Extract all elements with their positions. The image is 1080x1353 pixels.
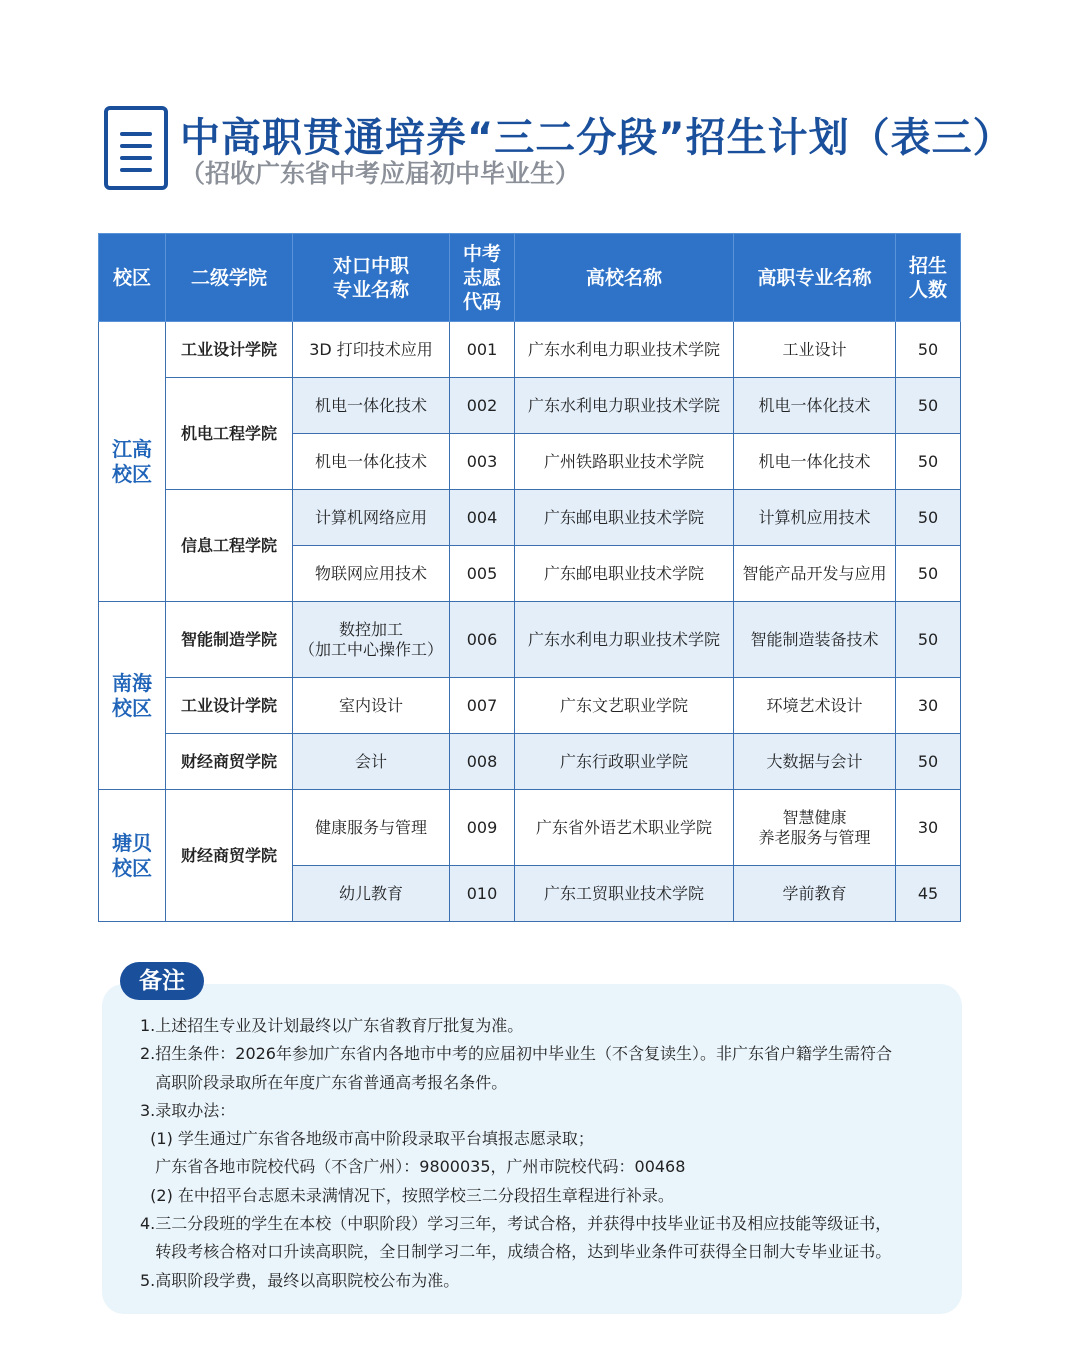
header-secondary-major: 对口中职 专业名称 bbox=[293, 234, 450, 322]
quota-cell: 50 bbox=[896, 378, 961, 434]
college-cell: 智能制造学院 bbox=[166, 602, 293, 678]
quota-cell: 30 bbox=[896, 678, 961, 734]
secondary-major-cell: 物联网应用技术 bbox=[293, 546, 450, 602]
college-cell: 财经商贸学院 bbox=[166, 790, 293, 922]
higher-major-cell: 智能产品开发与应用 bbox=[734, 546, 896, 602]
higher-major-cell: 机电一体化技术 bbox=[734, 378, 896, 434]
header-college: 二级学院 bbox=[166, 234, 293, 322]
college-cell: 工业设计学院 bbox=[166, 678, 293, 734]
note-line: (1) 学生通过广东省各地级市高中阶段录取平台填报志愿录取； bbox=[140, 1129, 594, 1149]
quota-cell: 50 bbox=[896, 602, 961, 678]
code-cell: 006 bbox=[450, 602, 515, 678]
note-line: (2) 在中招平台志愿未录满情况下，按照学校三二分段招生章程进行补录。 bbox=[140, 1185, 674, 1205]
campus-cell: 南海 校区 bbox=[99, 602, 166, 790]
secondary-major-cell: 室内设计 bbox=[293, 678, 450, 734]
note-line: 4.三二分段班的学生在本校（中职阶段）学习三年，考试合格，并获得中技毕业证书及相应技能等级证书， bbox=[140, 1214, 892, 1234]
school-cell: 广东行政职业学院 bbox=[515, 734, 734, 790]
code-cell: 003 bbox=[450, 434, 515, 490]
school-cell: 广东水利电力职业技术学院 bbox=[515, 378, 734, 434]
header-quota: 招生 人数 bbox=[896, 234, 961, 322]
school-cell: 广东工贸职业技术学院 bbox=[515, 866, 734, 922]
campus-cell: 塘贝 校区 bbox=[99, 790, 166, 922]
secondary-major-cell: 计算机网络应用 bbox=[293, 490, 450, 546]
secondary-major-cell: 3D 打印技术应用 bbox=[293, 322, 450, 378]
table-row bbox=[99, 490, 961, 546]
higher-major-cell: 学前教育 bbox=[734, 866, 896, 922]
higher-major-cell: 机电一体化技术 bbox=[734, 434, 896, 490]
quota-cell: 45 bbox=[896, 866, 961, 922]
school-cell: 广东水利电力职业技术学院 bbox=[515, 322, 734, 378]
school-cell: 广东文艺职业学院 bbox=[515, 678, 734, 734]
note-line: 1.上述招生专业及计划最终以广东省教育厅批复为准。 bbox=[140, 1016, 524, 1035]
quota-cell: 50 bbox=[896, 490, 961, 546]
table-body bbox=[99, 322, 961, 922]
notes-list bbox=[140, 1012, 950, 1295]
college-cell: 财经商贸学院 bbox=[166, 734, 293, 790]
college-cell: 机电工程学院 bbox=[166, 378, 293, 490]
code-cell: 008 bbox=[450, 734, 515, 790]
note-line: 转段考核合格对口升读高职院，全日制学习二年，成绩合格，达到毕业条件可获得全日制大专毕业证书。 bbox=[140, 1242, 892, 1262]
school-cell: 广州铁路职业技术学院 bbox=[515, 434, 734, 490]
secondary-major-cell: 机电一体化技术 bbox=[293, 378, 450, 434]
college-cell: 工业设计学院 bbox=[166, 322, 293, 378]
secondary-major-cell: 健康服务与管理 bbox=[293, 790, 450, 866]
higher-major-cell: 计算机应用技术 bbox=[734, 490, 896, 546]
school-cell: 广东水利电力职业技术学院 bbox=[515, 602, 734, 678]
table-row bbox=[99, 678, 961, 734]
code-cell: 001 bbox=[450, 322, 515, 378]
code-cell: 002 bbox=[450, 378, 515, 434]
note-line: 广东省各地市院校代码（不含广州）：9800035，广州市院校代码：00468 bbox=[140, 1157, 686, 1177]
notes-tag: 备注 bbox=[120, 962, 204, 1000]
table-row bbox=[99, 322, 961, 378]
higher-major-cell: 工业设计 bbox=[734, 322, 896, 378]
secondary-major-cell: 幼儿教育 bbox=[293, 866, 450, 922]
header-school: 高校名称 bbox=[515, 234, 734, 322]
header-higher-major: 高职专业名称 bbox=[734, 234, 896, 322]
school-cell: 广东邮电职业技术学院 bbox=[515, 490, 734, 546]
code-cell: 009 bbox=[450, 790, 515, 866]
code-cell: 010 bbox=[450, 866, 515, 922]
enrollment-plan-table bbox=[98, 233, 961, 922]
campus-cell: 江高 校区 bbox=[99, 322, 166, 602]
table-row bbox=[99, 734, 961, 790]
school-cell: 广东邮电职业技术学院 bbox=[515, 546, 734, 602]
higher-major-cell: 环境艺术设计 bbox=[734, 678, 896, 734]
table-row bbox=[99, 602, 961, 678]
note-line: 高职阶段录取所在年度广东省普通高考报名条件。 bbox=[140, 1072, 508, 1092]
quota-cell: 50 bbox=[896, 434, 961, 490]
document-list-icon bbox=[104, 106, 168, 190]
quota-cell: 50 bbox=[896, 546, 961, 602]
table-row bbox=[99, 790, 961, 866]
quota-cell: 50 bbox=[896, 322, 961, 378]
higher-major-cell: 大数据与会计 bbox=[734, 734, 896, 790]
code-cell: 005 bbox=[450, 546, 515, 602]
quota-cell: 30 bbox=[896, 790, 961, 866]
code-cell: 004 bbox=[450, 490, 515, 546]
table-row bbox=[99, 378, 961, 434]
note-line: 3.录取办法： bbox=[140, 1100, 236, 1120]
table-header-row bbox=[99, 234, 961, 322]
page-title: 中高职贯通培养“三二分段”招生计划（表三） bbox=[180, 115, 1014, 161]
code-cell: 007 bbox=[450, 678, 515, 734]
quota-cell: 50 bbox=[896, 734, 961, 790]
header-campus: 校区 bbox=[99, 234, 166, 322]
page-subtitle: （招收广东省中考应届初中毕业生） bbox=[180, 159, 581, 188]
secondary-major-cell: 机电一体化技术 bbox=[293, 434, 450, 490]
higher-major-cell: 智慧健康 养老服务与管理 bbox=[734, 790, 896, 866]
college-cell: 信息工程学院 bbox=[166, 490, 293, 602]
secondary-major-cell: 会计 bbox=[293, 734, 450, 790]
note-line: 2.招生条件：2026年参加广东省内各地市中考的应届初中毕业生（不含复读生）。非广东省户籍学生需符合 bbox=[140, 1044, 892, 1064]
school-cell: 广东省外语艺术职业学院 bbox=[515, 790, 734, 866]
higher-major-cell: 智能制造装备技术 bbox=[734, 602, 896, 678]
note-line: 5.高职阶段学费，最终以高职院校公布为准。 bbox=[140, 1270, 460, 1290]
secondary-major-cell: 数控加工 （加工中心操作工） bbox=[293, 602, 450, 678]
header-code: 中考 志愿 代码 bbox=[450, 234, 515, 322]
